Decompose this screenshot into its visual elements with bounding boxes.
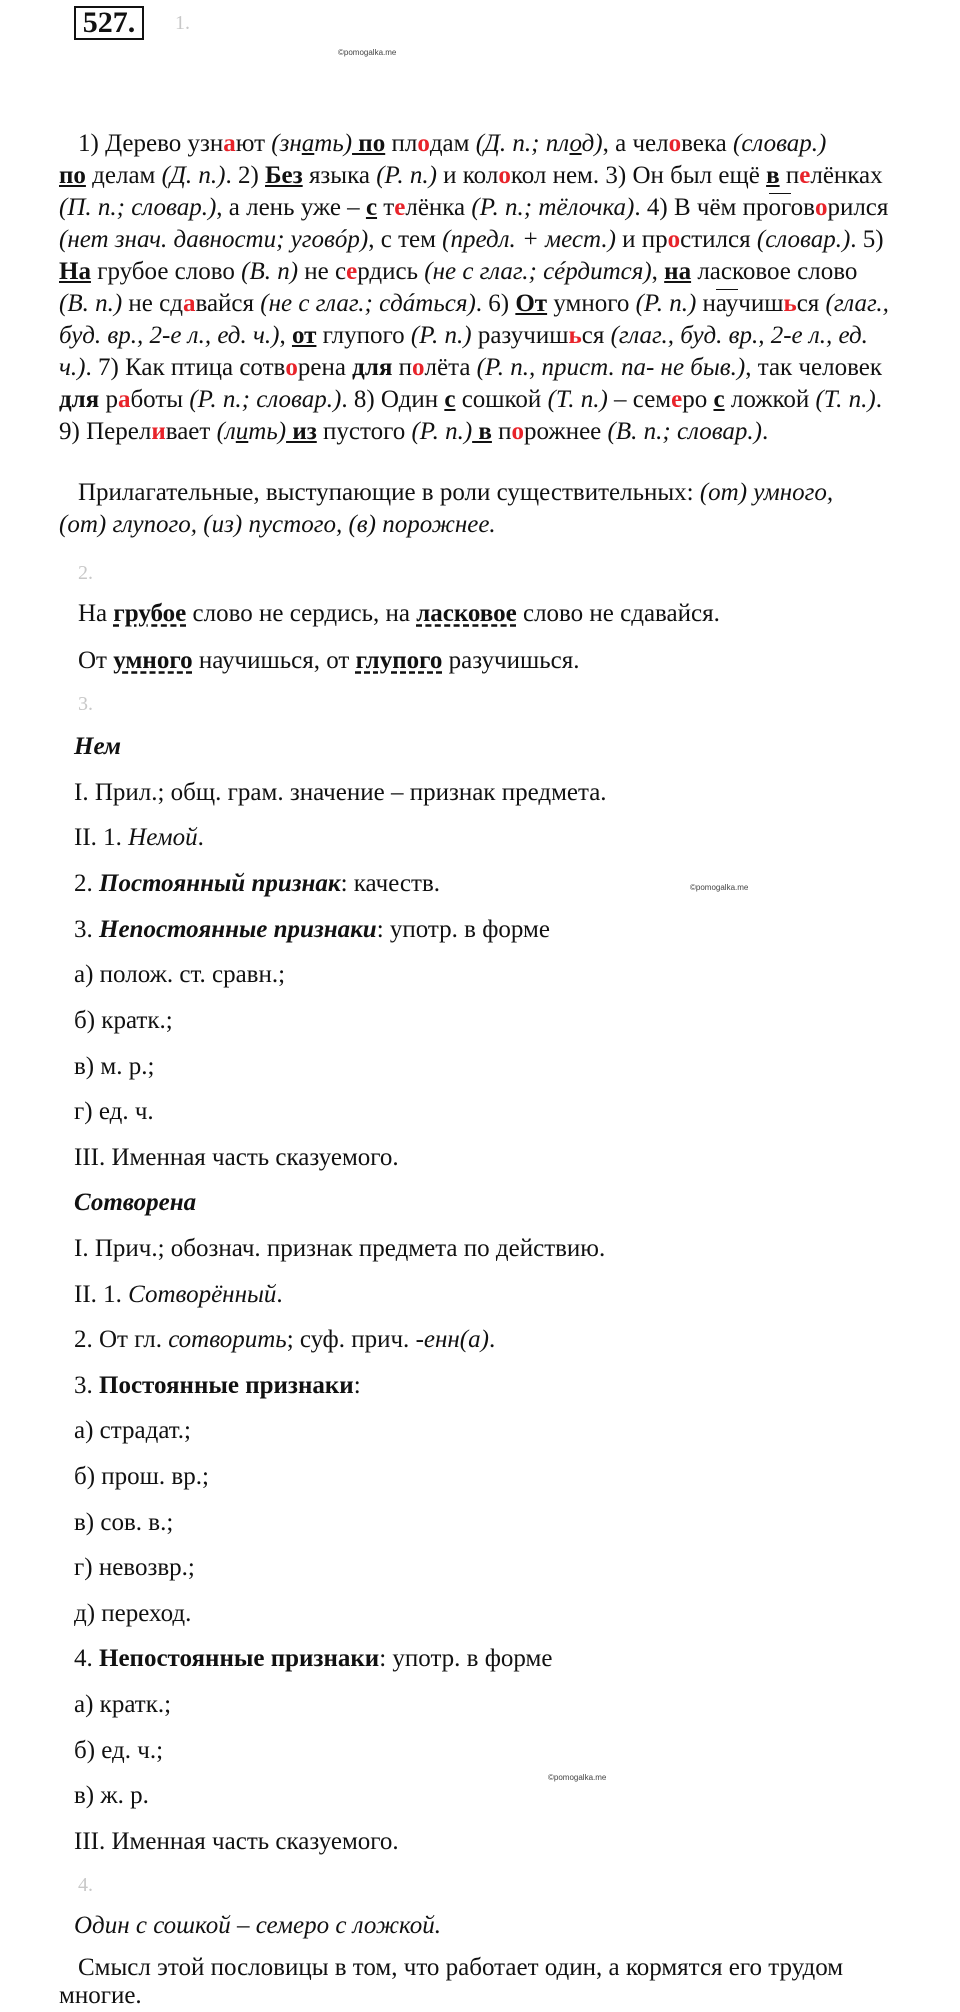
sotvorena-part-ii-4: 4. Непостоянные признаки: употр. в форме [74,1645,553,1672]
watermark-3: ©pomogalka.me [548,1773,607,1782]
exercise-1-text [59,128,954,468]
sotvorena-part-iii: III. Именная часть сказуемого. [74,1828,399,1855]
nem-part-ii-2: 2. Постоянный признак: качеств. [74,870,441,897]
ex1-line-3: (П. п.; словар.), а лень уже – с телёнка (Р. п.; тёлочка). 4) В чём проговорился [59,194,889,221]
section2-sentence-1: На грубое слово не сердись, на ласковое слово не сдавайся. [78,600,720,627]
nem-item: б) кратк.; [74,1007,173,1034]
nem-item: г) ед. ч. [74,1098,154,1125]
nem-part-ii-1: II. 1. Немой. [74,824,204,851]
section2-sentence-2: От умного научишься, от глупого разучишься. [78,647,580,674]
nem-item: а) полож. ст. сравн.; [74,961,286,988]
adjectives-paragraph-line-1: Прилагательные, выступающие в роли существительных: (от) умного, [78,479,834,506]
proverb-meaning-line-1: Смысл этой пословицы в том, что работает один, а кормятся его трудом [78,1954,844,1981]
sotvorena-item: в) ж. р. [74,1782,149,1809]
section-number-2: 2. [78,562,93,584]
sotvorena-part-ii-1: II. 1. Сотворённый. [74,1281,283,1308]
nem-part-i: I. Прил.; общ. грам. значение – признак предмета. [74,779,607,806]
sotvorena-item: в) сов. в.; [74,1509,174,1536]
sotvorena-item: б) ед. ч.; [74,1737,164,1764]
ex1-line-9: для работы (Р. п.; словар.). 8) Один с сошкой (Т. п.) – семеро с ложкой (Т. п.). [59,386,882,413]
adjectives-paragraph-line-2: (от) глупого, (из) пустого, (в) порожнее. [59,511,496,538]
sotvorena-item: б) прош. вр.; [74,1463,209,1490]
sotvorena-item: д) переход. [74,1600,192,1627]
sotvorena-item: г) невозвр.; [74,1554,195,1581]
watermark-2: ©pomogalka.me [690,883,749,892]
ex1-line-7: буд. вр., 2-е л., ед. ч.), от глупого (Р. п.) разучишься (глаг., буд. вр., 2-е л., ед. [59,322,868,349]
section-number-1: 1. [175,12,190,34]
ex1-line-4: (нет знач. давности; уговóр), с тем (предл. + мест.) и простился (словар.). 5) [59,226,884,253]
sotvorena-item: а) кратк.; [74,1691,172,1718]
section-number-4: 4. [78,1874,93,1896]
ex1-line-5: На грубое слово (В. п) не сердись (не с глаг.; сéрдится), на ласковое слово [59,258,858,285]
ex1-line-1: 1) Дерево узнают (знать) по плодам (Д. п.; плод), а человека (словар.) [78,130,827,157]
sotvorena-part-i: I. Прич.; обознач. признак предмета по действию. [74,1235,606,1262]
proverb: Один с сошкой – семеро с ложкой. [74,1912,442,1939]
nem-title: Нем [74,733,122,760]
ex1-line-10: 9) Переливает (лить) из пустого (Р. п.) в порожнее (В. п.; словар.). [59,418,769,445]
task-number: 527. [74,6,144,40]
sotvorena-part-ii-2: 2. От гл. сотворить; суф. прич. -енн(а). [74,1326,496,1353]
watermark: ©pomogalka.me [338,48,397,57]
ex1-line-6: (В. п.) не сдавайся (не с глаг.; сдáться). 6) От умного (Р. п.) научишься (глаг., [59,290,889,317]
nem-item: в) м. р.; [74,1053,155,1080]
ex1-line-8: ч.). 7) Как птица сотворена для полёта (Р. п., прист. па- не быв.), так человек [59,354,883,381]
ex1-line-2: по делам (Д. п.). 2) Без языка (Р. п.) и колокол нем. 3) Он был ещё в пелёнках [59,162,883,189]
nem-part-ii-3: 3. Непостоянные признаки: употр. в форме [74,916,550,943]
sotvorena-part-ii-3: 3. Постоянные признаки: [74,1372,361,1399]
sotvorena-item: а) страдат.; [74,1417,192,1444]
proverb-meaning-line-2: многие. [59,1982,142,2009]
section-number-3: 3. [78,693,93,715]
sotvorena-title: Сотворена [74,1189,197,1216]
nem-part-iii: III. Именная часть сказуемого. [74,1144,399,1171]
